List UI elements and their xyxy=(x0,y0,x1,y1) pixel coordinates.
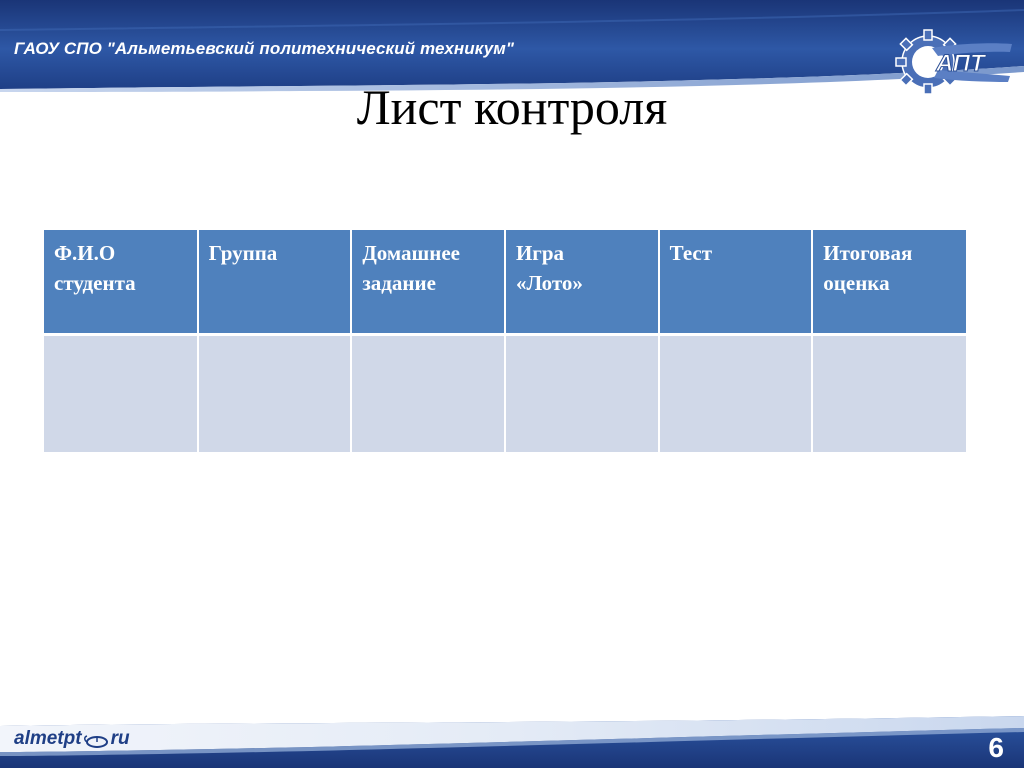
website-link[interactable] xyxy=(14,728,130,750)
table-cell[interactable] xyxy=(505,334,659,452)
page-number: 6 xyxy=(988,732,1004,763)
column-header-student-name: Ф.И.О студента xyxy=(44,230,198,334)
slide-title: Лист контроля xyxy=(356,79,668,135)
column-header-final-grade: Итоговая оценка xyxy=(812,230,966,334)
footer-band-graphic xyxy=(0,708,1024,768)
logo-text: АПТ xyxy=(936,50,985,77)
control-sheet-table xyxy=(44,230,966,452)
table-cell[interactable] xyxy=(812,334,966,452)
column-header-group: Группа xyxy=(198,230,352,334)
table-cell[interactable] xyxy=(198,334,352,452)
column-header-homework: Домашнее задание xyxy=(351,230,505,334)
organization-title: ГАОУ СПО "Альметьевский политехнический техникум" xyxy=(14,39,515,58)
website-suffix: ru xyxy=(110,728,130,749)
website-prefix: almetpt xyxy=(14,728,82,749)
table-cell[interactable] xyxy=(44,334,198,452)
column-header-test: Тест xyxy=(659,230,813,334)
table-header-row xyxy=(44,230,966,334)
footer-band xyxy=(0,708,1024,768)
table-cell[interactable] xyxy=(659,334,813,452)
table-cell[interactable] xyxy=(351,334,505,452)
table-row xyxy=(44,334,966,452)
mouse-icon xyxy=(84,732,110,746)
column-header-loto-game: Игра «Лото» xyxy=(505,230,659,334)
